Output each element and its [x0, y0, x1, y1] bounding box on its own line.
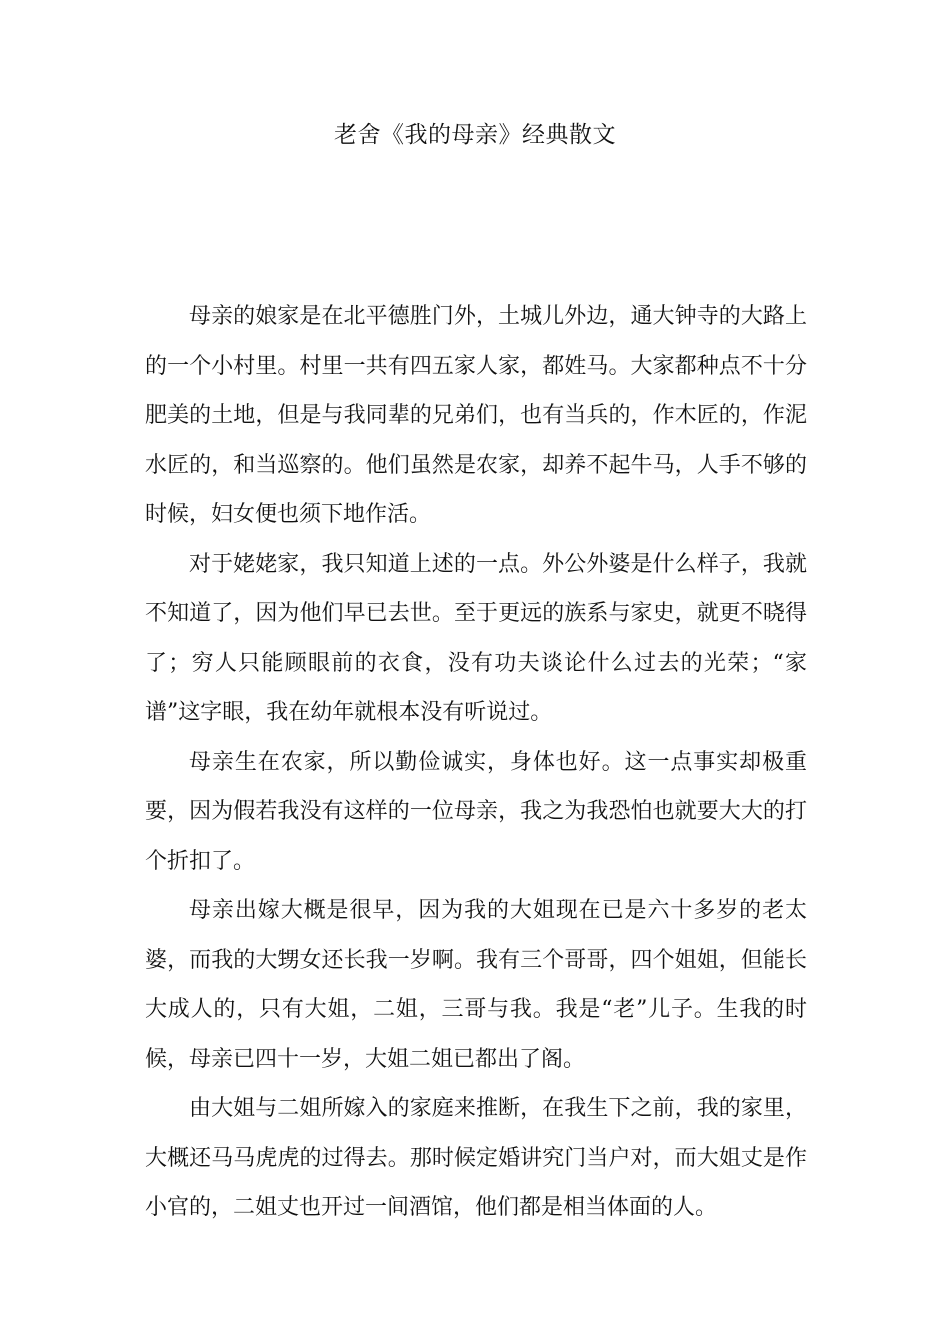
document-body [145, 292, 807, 1233]
paragraph-5: 由大姐与二姐所嫁入的家庭来推断，在我生下之前，我的家里，大概还马马虎虎的过得去。那时候定婚讲究门当户对，而大姐丈是作小官的，二姐丈也开过一间酒馆，他们都是相当体面的人。 [145, 1096, 807, 1220]
paragraph-2: 对于姥姥家，我只知道上述的一点。外公外婆是什么样子，我就不知道了，因为他们早已去世。至于更远的族系与家史，就更不晓得了；穷人只能顾眼前的衣食，没有功夫谈论什么过去的光荣；“家谱”这字眼，我在幼年就根本没有听说过。 [145, 551, 807, 725]
document-title: 老舍《我的母亲》经典散文 [334, 122, 616, 148]
paragraph-4: 母亲出嫁大概是很早，因为我的大姐现在已是六十多岁的老太婆，而我的大甥女还长我一岁啊。我有三个哥哥，四个姐姐，但能长大成人的，只有大姐，二姐，三哥与我。我是“老”儿子。生我的时候，母亲已四十一岁，大姐二姐已都出了阁。 [145, 898, 807, 1072]
paragraph-1: 母亲的娘家是在北平德胜门外，土城儿外边，通大钟寺的大路上的一个小村里。村里一共有四五家人家，都姓马。大家都种点不十分肥美的土地，但是与我同辈的兄弟们，也有当兵的，作木匠的，作泥水匠的，和当巡察的。他们虽然是农家，却养不起牛马，人手不够的时候，妇女便也须下地作活。 [145, 304, 807, 527]
paragraph-3: 母亲生在农家，所以勤俭诚实，身体也好。这一点事实却极重要，因为假若我没有这样的一位母亲，我之为我恐怕也就要大大的打个折扣了。 [145, 749, 807, 874]
